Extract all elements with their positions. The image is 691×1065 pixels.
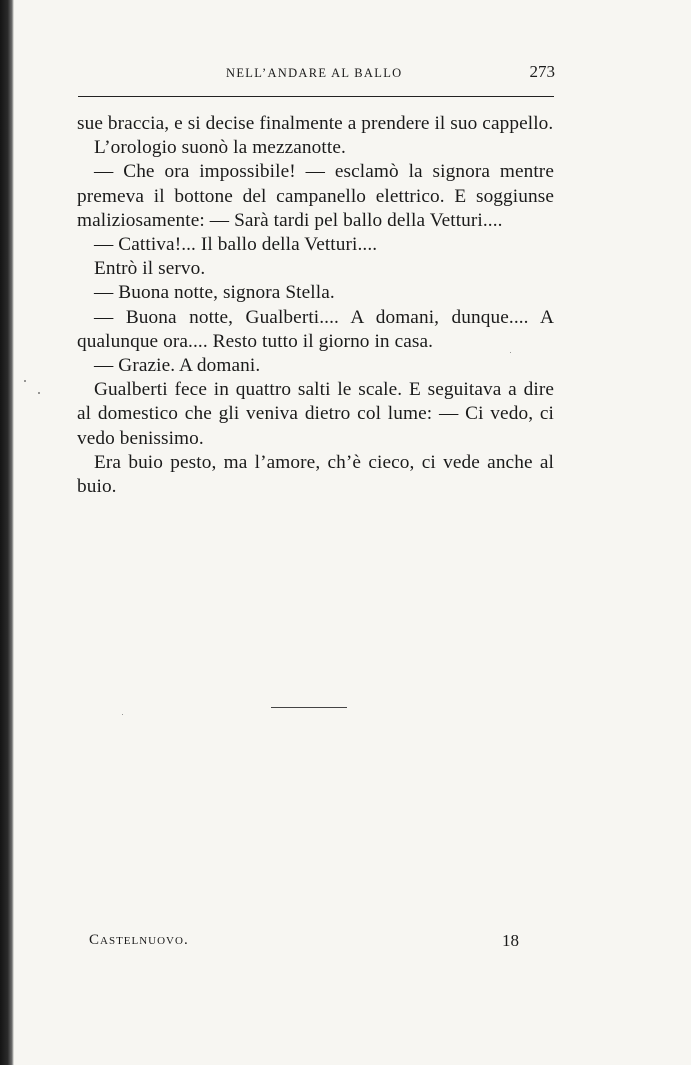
paragraph: — Grazie. A domani.: [94, 355, 261, 377]
paragraph: sue braccia, e si decise finalmente a prendere il suo cappello.: [77, 113, 554, 134]
page-gutter-shadow: [0, 0, 14, 1065]
print-speck: [38, 392, 40, 394]
paragraph: — Buona notte, Gualberti.... A domani, dunque.... A qualunque ora.... Resto tutto il giorno in casa.: [77, 306, 554, 352]
signature-mark: Castelnuovo.: [89, 932, 189, 948]
running-head-title: NELL’ANDARE AL BALLO: [226, 66, 403, 80]
body-text: [77, 112, 554, 499]
print-speck: [122, 714, 123, 715]
paragraph: L’orologio suonò la mezzanotte.: [94, 137, 346, 159]
paragraph: — Buona notte, signora Stella.: [94, 282, 335, 304]
end-of-chapter-rule: [271, 707, 347, 708]
paragraph: Gualberti fece in quattro salti le scale. E seguitava a dire al domestico che gli veniva dietro col lume: — Ci vedo, ci vedo benissimo.: [77, 379, 554, 449]
sheet-number: 18: [502, 931, 519, 950]
paragraph: — Che ora impossibile! — esclamò la signora mentre premeva il bottone del campanello elettrico. E soggiunse maliziosamente: — Sarà tardi pel ballo della Vetturi....: [77, 161, 554, 231]
paragraph: Era buio pesto, ma l’amore, ch’è cieco, ci vede anche al buio.: [77, 451, 554, 498]
paragraph: — Cattiva!... Il ballo della Vetturi....: [94, 234, 378, 256]
paragraph: Entrò il servo.: [94, 258, 206, 280]
page-number: 273: [529, 62, 555, 81]
header-rule: [78, 96, 554, 97]
print-speck: [24, 380, 26, 382]
print-speck: [510, 352, 511, 353]
